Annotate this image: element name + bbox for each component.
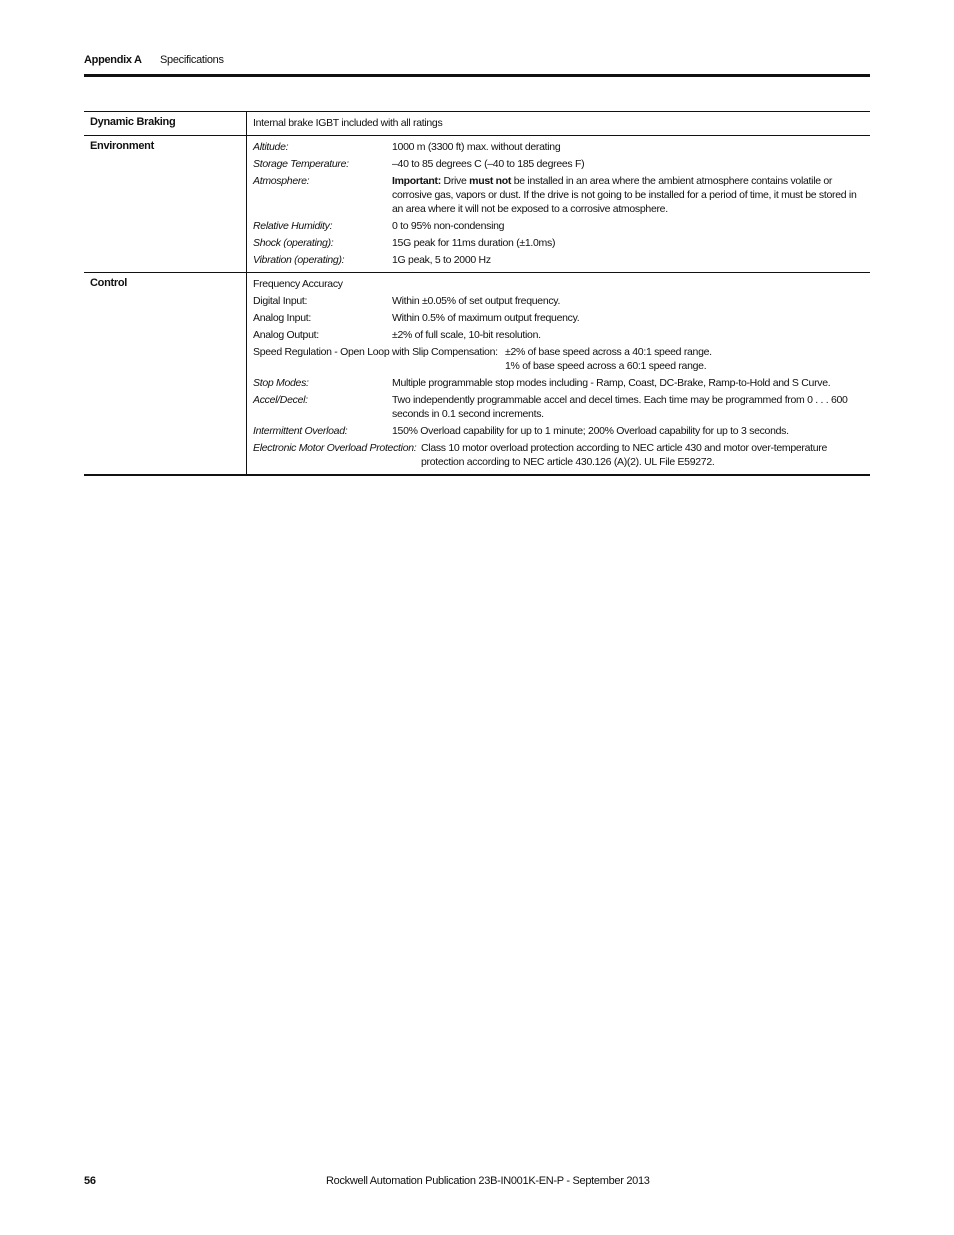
ctrl-digital-input-key: Digital Input: [253,295,308,307]
row-body-environment [247,136,870,272]
env-storage-temperature [253,157,864,171]
env-storage-temperature-value: –40 to 85 degrees C (–40 to 185 degrees F) [392,158,585,170]
ctrl-digital-input [253,294,864,308]
row-label-environment: Environment [84,136,247,272]
env-vibration-key: Vibration (operating): [253,254,345,266]
important-label: Important: [392,175,441,187]
page-header [84,52,870,70]
row-dynamic-braking [84,112,870,136]
header-appendix: Appendix A [84,54,142,66]
env-atmosphere-key: Atmosphere: [253,175,310,187]
ctrl-stop-modes-key: Stop Modes: [253,377,309,389]
env-atmosphere-value [392,174,864,216]
publication-info: Rockwell Automation Publication 23B-IN001K-EN-P - September 2013 [326,1175,650,1187]
env-relative-humidity-value: 0 to 95% non-condensing [392,220,505,232]
env-altitude-key: Altitude: [253,141,289,153]
ctrl-speed-regulation-value [505,345,864,373]
ctrl-intermittent-overload-value: 150% Overload capability for up to 1 minute; 200% Overload capability for up to 3 seconds. [392,425,789,437]
ctrl-electronic-motor-overload [253,441,864,469]
env-relative-humidity-key: Relative Humidity: [253,220,333,232]
ctrl-accel-decel-value: Two independently programmable accel and decel times. Each time may be programmed from 0 . . . 600 seconds in 0.1 second increments. [392,394,848,420]
ctrl-intermittent-overload [253,424,864,438]
ctrl-analog-output-key: Analog Output: [253,329,319,341]
dynamic-braking-value: Internal brake IGBT included with all ratings [253,117,443,129]
row-body-control [247,273,870,474]
ctrl-electronic-motor-overload-key: Electronic Motor Overload Protection: [253,442,417,454]
ctrl-analog-input-key: Analog Input: [253,312,311,324]
row-control [84,273,870,474]
header-section-title: Specifications [160,54,224,66]
env-atmosphere [253,174,864,216]
ctrl-speed-regulation [253,345,864,373]
env-vibration-value: 1G peak, 5 to 2000 Hz [392,254,491,266]
must-not-emphasis: must not [469,175,512,187]
ctrl-analog-output-value: ±2% of full scale, 10-bit resolution. [392,329,541,341]
env-shock [253,236,864,250]
ctrl-accel-decel [253,393,864,421]
ctrl-digital-input-value: Within ±0.05% of set output frequency. [392,295,561,307]
ctrl-stop-modes [253,376,864,390]
ctrl-analog-output [253,328,864,342]
ctrl-frequency-accuracy-heading: Frequency Accuracy [253,278,343,290]
header-rule [84,74,870,77]
page-footer [84,1175,870,1191]
ctrl-analog-input [253,311,864,325]
env-shock-value: 15G peak for 11ms duration (±1.0ms) [392,237,556,249]
row-label-control: Control [84,273,247,474]
specifications-table [84,111,870,476]
ctrl-intermittent-overload-key: Intermittent Overload: [253,425,348,437]
env-relative-humidity [253,219,864,233]
ctrl-speed-regulation-line2: 1% of base speed across a 60:1 speed range. [505,360,707,372]
env-altitude-value: 1000 m (3300 ft) max. without derating [392,141,561,153]
row-body-dynamic-braking [247,112,870,135]
row-label-dynamic-braking: Dynamic Braking [84,112,247,135]
ctrl-analog-input-value: Within 0.5% of maximum output frequency. [392,312,580,324]
ctrl-speed-regulation-line1: ±2% of base speed across a 40:1 speed range. [505,346,712,358]
ctrl-speed-regulation-key: Speed Regulation - Open Loop with Slip Compensation: [253,346,498,358]
ctrl-accel-decel-key: Accel/Decel: [253,394,308,406]
ctrl-stop-modes-value: Multiple programmable stop modes including - Ramp, Coast, DC-Brake, Ramp-to-Hold and S Curve. [392,377,831,389]
row-environment [84,136,870,273]
atmosphere-text-b: be installed in an area where the ambient atmosphere contains volatile or corrosive gas, vapors or dust. If the drive is not going to be installed for a period of time, it must be stored in an area where it will not be exposed to a corrosive atmosphere. [392,175,857,215]
ctrl-frequency-accuracy [253,277,864,291]
page-number: 56 [84,1175,96,1187]
env-shock-key: Shock (operating): [253,237,334,249]
ctrl-electronic-motor-overload-value: Class 10 motor overload protection according to NEC article 430 and motor over-temperature protection according to NEC article 430.126 (A)(2). UL File E59272. [421,442,828,468]
env-storage-temperature-key: Storage Temperature: [253,158,349,170]
env-altitude [253,140,864,154]
atmosphere-text-a: Drive [440,175,470,187]
env-vibration [253,253,864,267]
